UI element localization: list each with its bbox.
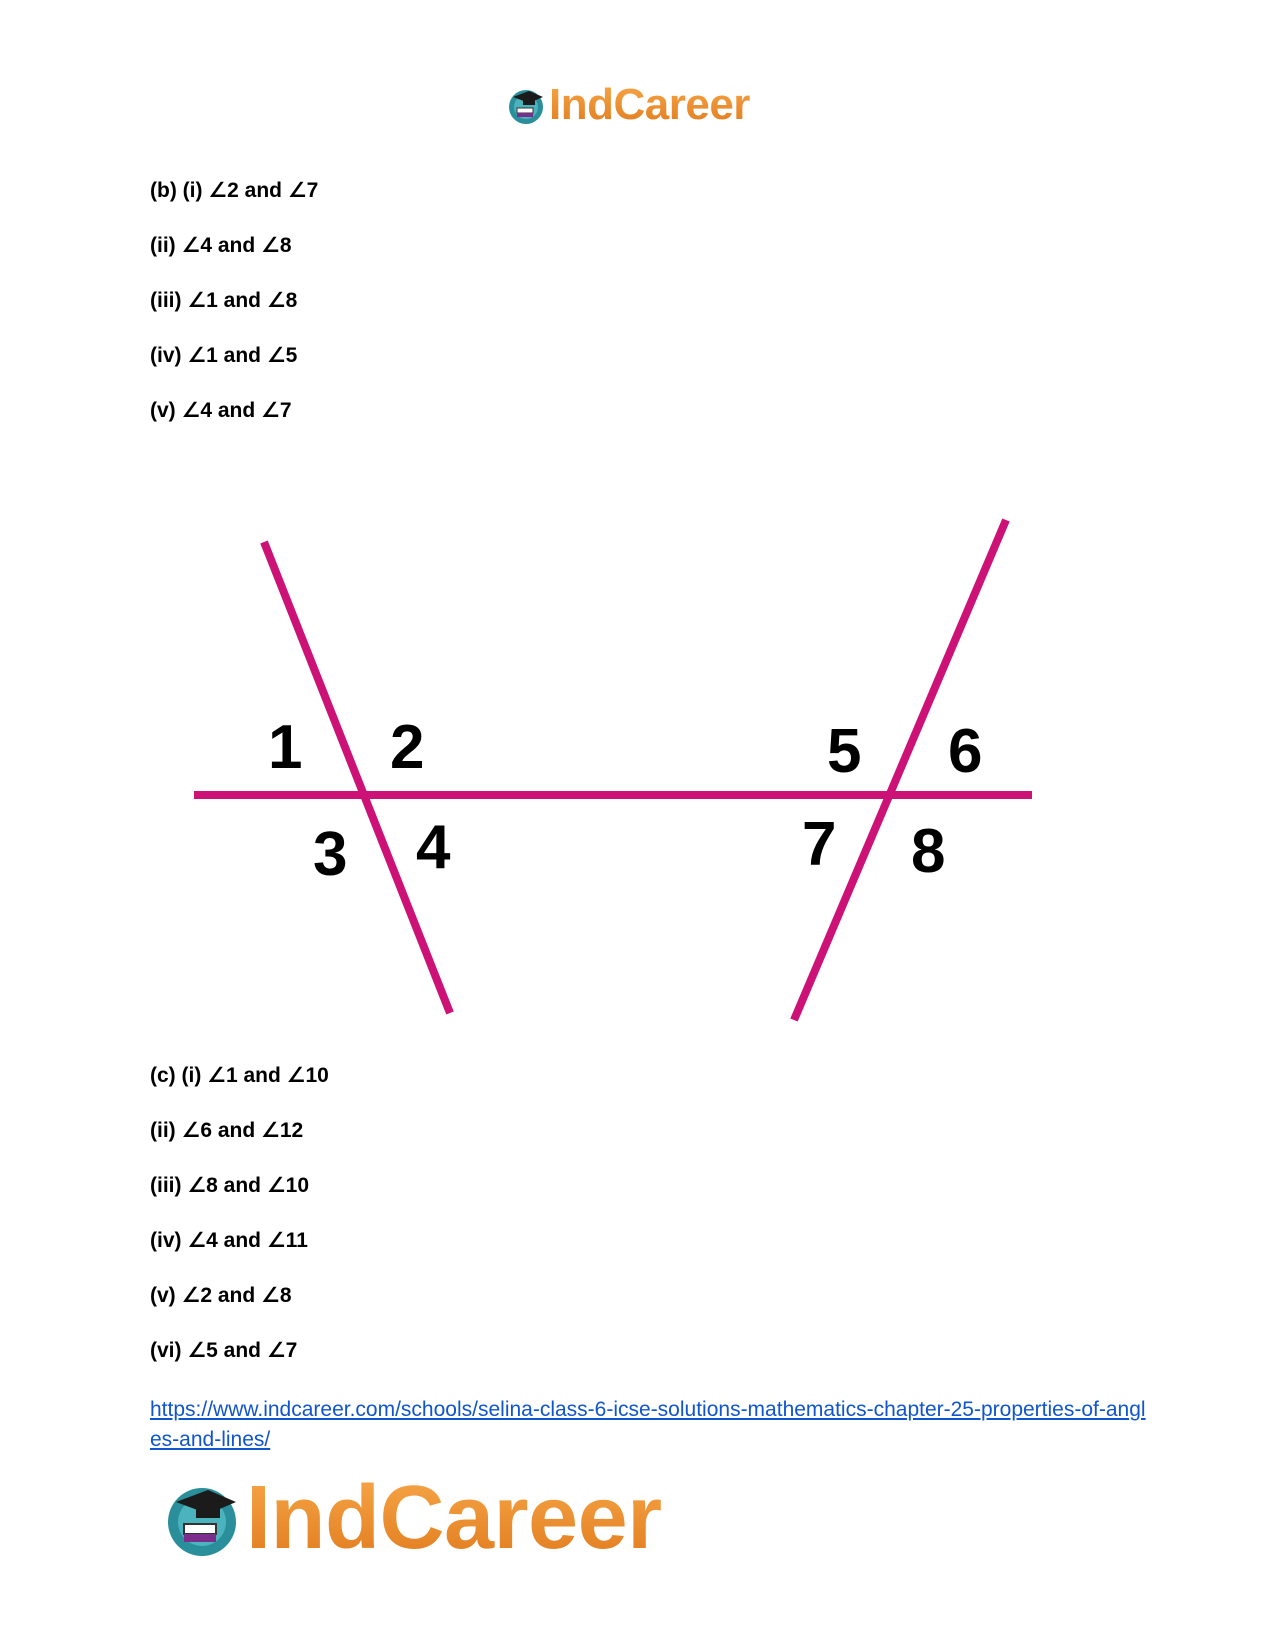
angle-label: 1	[268, 713, 303, 782]
answer-line: (ii) ∠6 and ∠12	[150, 1119, 304, 1142]
answer-line: (c) (i) ∠1 and ∠10	[150, 1064, 329, 1087]
diagram-lines	[194, 520, 1032, 1020]
answer-line: (iv) ∠4 and ∠11	[150, 1229, 308, 1252]
source-link[interactable]: https://www.indcareer.com/schools/selina-class-6-icse-solutions-mathematics-chapter-25-properties-of-angles-and-lines/	[150, 1398, 1146, 1451]
logo-wordmark: IndCareer	[549, 80, 750, 129]
logo-wordmark: IndCareer	[246, 1468, 662, 1568]
answer-line: (b) (i) ∠2 and ∠7	[150, 179, 319, 202]
answer-line: (vi) ∠5 and ∠7	[150, 1339, 298, 1362]
angle-label: 2	[390, 713, 425, 782]
angle-label: 7	[802, 810, 837, 879]
angle-label: 3	[313, 820, 348, 889]
angle-label: 8	[911, 817, 946, 886]
graduation-cap-globe-icon	[505, 84, 547, 126]
answer-line: (v) ∠2 and ∠8	[150, 1284, 292, 1307]
angle-label: 5	[827, 717, 862, 786]
graduation-cap-globe-icon	[160, 1476, 244, 1560]
footer-logo	[160, 1468, 662, 1568]
answer-line: (iv) ∠1 and ∠5	[150, 344, 298, 367]
answer-line: (iii) ∠8 and ∠10	[150, 1174, 310, 1197]
answer-line: (v) ∠4 and ∠7	[150, 399, 292, 422]
transversal-diagram	[150, 500, 1050, 1040]
answer-line: (ii) ∠4 and ∠8	[150, 234, 292, 257]
angle-label: 6	[948, 717, 983, 786]
answer-line: (iii) ∠1 and ∠8	[150, 289, 298, 312]
header-logo	[505, 80, 750, 130]
angle-label: 4	[416, 813, 451, 882]
